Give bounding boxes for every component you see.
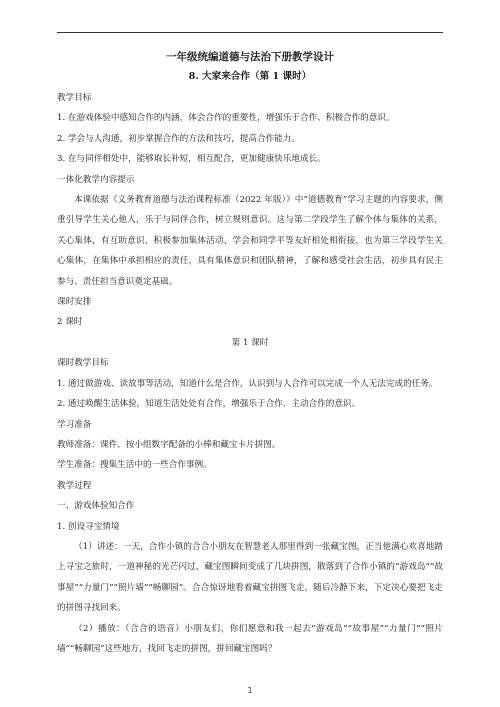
lesson1-heading: 第 1 课时: [231, 337, 269, 348]
lesson-objective-item: 2. 通过唤醒生活体验，知道生活处处有合作，增强乐于合作、主动合作的意识。: [57, 399, 361, 410]
objective-item: 1. 在游戏体验中感知合作的内涵，体会合作的重要性，增强乐于合作、积极合作的意识。: [57, 113, 395, 124]
page-number: 1: [247, 686, 253, 695]
prep-student: 学生准备：搜集生活中的一些合作事例。: [57, 460, 212, 471]
integration-heading: 一体化教学内容提示: [57, 174, 135, 185]
lesson-title: 8. 大家来合作（第 1 课时）: [188, 71, 312, 82]
integration-paragraph: 本课依据《义务教育道德与法治课程标准（2022 年版）》中“道德教育”学习主题的内容要求，侧重引导学生关心他人，乐于与同伴合作，树立规则意识。这与第二学段学生了解个体与集体的关系，关心集体，有互助意识，积极参加集体活动，学会和同学平等友好相处相衔接，也为第三学段学生关心集体，在集体中承担相应的责任，具有集体意识和团队精神，了解和感受社会生活，初步具有民主参与、责任担当意识奠定基础。: [57, 195, 443, 287]
objectives-heading: 教学目标: [57, 93, 92, 103]
schedule-value: 2 课时: [57, 317, 83, 328]
schedule-heading: 课时安排: [57, 297, 92, 308]
section1-heading: 一、游戏体验知合作: [57, 501, 135, 512]
lesson-objective-item: 1. 通过做游戏、读故事等活动，知道什么是合作，认识到与人合作可以完成一个人无法完成的任务。: [57, 378, 438, 389]
objective-item: 2. 学会与人沟通，初步掌握合作的方法和技巧，提高合作能力。: [57, 133, 300, 144]
document-body: [57, 50, 443, 659]
prep-teacher: 教师准备：课件、按小组数字配备的小棒和藏宝卡片拼图。: [57, 439, 281, 450]
step1-heading: 1. 创设寻宝情境: [57, 521, 120, 532]
process-heading: 教学过程: [57, 480, 92, 491]
objective-item: 3. 在与同伴相处中，能够取长补短，相互配合，更加健康快乐地成长。: [57, 154, 326, 165]
step1-paragraph-1: （1）讲述：一天，合作小镇的合合小朋友在智慧老人那里得到一张藏宝图，正当他满心欢喜地踏上寻宝之旅时，一道神秘的光芒闪过，藏宝图瞬间变成了几块拼图，散落到了合作小镇的“游戏岛”“故事屋”“力量门”“照片墙”“畅聊园”。合合惊讶地看着藏宝拼图飞走，随后冷静下来，下定决心要把飞走的拼图寻找回来。: [57, 541, 443, 614]
document-title: 一年级统编道德与法治下册教学设计: [166, 51, 334, 63]
step1-paragraph-2: （2）播放：（合合的语音）小朋友们，你们愿意和我一起去“游戏岛”“故事屋”“力量门”“照片墙”“畅聊园”这些地方，找回飞走的拼图，拼回藏宝图吗？: [57, 623, 443, 654]
header-rule: [57, 32, 443, 33]
lesson-objectives-heading: 课时教学目标: [57, 358, 109, 369]
prep-heading: 学习准备: [57, 419, 92, 430]
